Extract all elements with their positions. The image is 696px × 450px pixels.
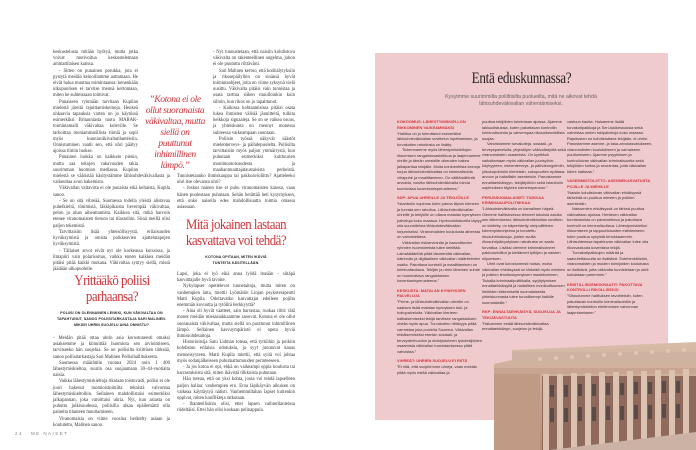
- party-answer: ”Hallitus on jo toteuttanut esimerkiksi lähisuhdeväkivallan sovittelun lopettamisen, ja turvakotien rahoitusta on lisätty.: [397, 130, 478, 147]
- paragraph: - Se on sitä vihreää, Suomessa todella yleistä alistavaa puhelkieltä, tönimistä, läkkipikaista lievempää väkivaltaa, pelon ja uhan aiheuttamista. Kaikkea sitä, mikä harvoin etenee viranomaisten tietoon tai tilastoihin. Siinä meillä olisi paljon tekemistä.: [53, 198, 170, 229]
- section-heading-kids: Mitä jokainen lastaan kasvattava voi tehdä?: [185, 217, 287, 249]
- section-body-police: [53, 336, 170, 429]
- box-column-1: [397, 119, 482, 375]
- magazine-name: ME NAISET: [30, 431, 69, 436]
- paragraph: - Nyt tunnustetaan, että naisiin kohdistuva väkivalta on rakenteellinen ongelma, johon ei ole puututtu riittävästi.: [213, 50, 295, 68]
- page-number: 24: [15, 431, 23, 436]
- party-heading: SDP: APUA UHREILLE JA TEKIJÖILLE: [397, 195, 469, 200]
- party-answer: Väkivallan riskiarviointia ja haavoittuvien ryhmien huomioimista tulee kehittää. Lainsäädäntöä pitää täsmentää väkivallan, häirinnän ja digitaalisen väkivallan määritelmien osalta. Pakottava kontrolli ja maalittaminen on kriminalisoitava. Tekijän ja uhrin läheinen suhde on huomioitava rangaistuksen koventamisperusteena.”: [397, 239, 481, 283]
- party-heading: KRISTILLISDEMOKRAATIT: PAKOTTAVA KONTROLLI RIKOLLISEKSI: [567, 281, 643, 292]
- party-answer: Tiukennamme myös lähestymiskieltojen rikkomisen rangaistusasteikkoa ja laajennamme uhrille ja tämän omaisille oikeuden hakea jalkapantaa tekijälle. Muita konkreettisia keinoja torjua lähisuhdeväkivaltaa on kriminalisoida vihapuhe ja maalittaminen. On välttämätöntä arvioida, voisiko lähisuhdeväkivalta toimia tuomioissa koventamisperusteena.”: [397, 147, 481, 191]
- box-column-3: [567, 119, 653, 315]
- party-answer: Vahvistamme turvakoteja, sosiaali- ja terveyspalveluita, järjestöjen väkivaltatyötä sekä viranomaisten osaamista. On kyettävä vaikuttamaan myös väkivallan juurisyihin: köyhyyteen, mielenterveys- ja päihdeongelmiin, ylisukupolvisiin kierteisiin, sukupuolten epätasa-arvoon ja haitallisiin asenteisiin. Panostamme ennaltaehkäisyyn, tekijätyöhön sekä Istanbulin sopimuksen täyteen toimeenpanoon.”: [482, 141, 566, 190]
- party-answer: ”Istanbulin sopimus tulee panna täysin toimeen ja turvata sen rahoitus. Lähisuhdeväkivallan uhreille ja tekijöille on oltava matalan kynnyksen palveluja koko maassa. Hyvinvointialueilla täytyy olla suunnitelma lähisuhdeväkivallan torjumiseksi. Viranomaisten koulutusta aiheesta on vahvistettava.: [397, 201, 482, 239]
- box-column-2: [482, 119, 567, 332]
- party-answer: Uhrit ovat korostuneesti naisia, mutta väkivallan ehkäisyssä on tärkeää myös miesten ja poikien ilmoituskynnyksen madaltuminen. Tiukalla kriminaalipolitiikalla, syrjäytymisen ennaltaehkäisyllä ja haitallisen monikulttuurisen ilmiöiden kitkemisellä suomalaisesta yhteiskunnasta tulee turvallisempi kaikille suomalaisille.”: [482, 261, 565, 305]
- page-footer: [15, 431, 68, 436]
- party-heading: VASEMMISTOLIITTO: ASENNEKASVATUSTA POJILLE JA MIEHILLE: [567, 178, 651, 189]
- box-subtitle: Kysyimme suurimmilta poliittisilta puolueilta, mitä ne aikovat tehdä lähisuhdeväkivallan vähentämiseksi.: [445, 94, 597, 107]
- party-answer: vastuun kautta. Haluamme lisätä turvakotipaikkoja ja Seri-tukikeskuksia sekä vahvistaa uhrien tukipalveluja koko maassa. Rajoitusten on kohdistuttava tekijään, ei uhriin. Panostamme asenne- ja tasa-arvokasvatukseen, viranomaisten koulutukseen ja varhaiseen puuttumiseen. Ajamme psyykkisen ja kontrolloivan väkivallan kriminalisointia sekä tekijöiden hoitoa ja seurantaa, jotta väkivallan kierre katkeaa.”: [567, 119, 653, 174]
- section-heading-police: Yrittääkö poliisi parhaansa?: [74, 273, 150, 305]
- section-lead-kids: KOTONA OPITAAN, MITEN IKÄVIÄ TUNTEITA KÄSITELLÄÄN.: [205, 255, 267, 266]
- party-answer: ”Lähisuhdeväkivalta on kamalinen häpeä. Olemme hallituksessa tehneet tukuisia asioita sen kitkemiseksi; lähisuhdeväkivallan sovittelu on kielletty, on käynnistetty uhripoliittinen toimenpideohjelma ja korotettu rikosuhrimaksuja, joiden avulla rikosuhripäivystyksen rahoitusta on saatu turvattua. Lisäksi olemme kriminalisoineet pakkoavioliitot ja kieltäneet tyttöjen ja naisten silpomisen.: [482, 206, 563, 261]
- party-answer: ”Perhe- ja lähisuhdeväkivallan uhreille on saatava lisää matalan kynnyksen tuki- ja hoitopalveluita. Väkivallan kierteen katkaisemiseksi tekijä tarvitsee rangaistuksen ohella myös apua. Turvakotien riittävyys pitää varmistaa joka puolella Suomea. Väkivallan ehkäisemiseksi etenkin sosiaali- ja terveydenhuollon ja sivistystoimen työntekijöiden osaamista väkivallan tunnistamisessa pitää vahvistaa.”: [397, 299, 482, 354]
- paragraph: - Ihanteellisinta olisi, ettei lapsen vaihtotilanteissa riideltäisi. Ettei hän olisi koskaan pelinappula.: [177, 402, 295, 414]
- party-heading: PERUSSUOMALAISET: TIUKKAA KRIMINAALIPOLITIIKKAA: [482, 194, 544, 205]
- party-answer: ”Haluamme estää lähisuhdeväkivaltaa ennaltaehkäisyn, suojelun ja tekijä-: [482, 320, 549, 331]
- paragraph: keskustelusta mitään hyötyä, mutta jotka voivat motivoitua keskustelemaan ammattilaisen kanssa.: [53, 50, 138, 68]
- party-answer: ”Naisiin kohdistuvan väkivallan ehkäisyssä tärkeintä on puuttua miesten ja poikien asenteisiin.: [567, 189, 642, 206]
- party-answer: puuttua tekijöiden toimintaan ajoissa. Ajamme lakiuudistuksia, kuten pakottavan kontrollin kriminalisointia ja vahvempaa rikosoikeudellista suojaa.: [482, 119, 565, 141]
- pull-quote: ”Kotona ei ole ollut suoranaista väkivaltaa, mutta siellä on puuttunut inhimillinen lämpö.”: [145, 94, 205, 171]
- paragraph: - Ja jos kotoa ei opi, ehkä on vaikeampi oppia koulusta tai harrastuksista sitä, miten ikävistä tilkkoista puhutaan.: [177, 365, 295, 377]
- section-body-kids: [177, 272, 295, 415]
- party-heading: KESKUSTA: MATALAN KYNNYKSEN PALVELUJA: [397, 287, 466, 298]
- paragraph: Poliisin työssä näkyvät säästöt mielenterveys- ja päihdepuolelta. Poliisilta tarvittaisiin myös paljon ymmärrystä, kun puhutaan esimerkiksi kulttuurien monimuotoisuudesta ja maahanmuuttajataustaisista perheistä. Tunnistetaanko ihmiskauppa tai pakkoavioliitto? Ajatteleeko uhri itse olevansa uhri?: [177, 136, 295, 186]
- paragraph: - Tällaiset arvot eivät nyt ole korkeassa kurssissa, ja ilmapiiri vain polarisoituu, vaikka ennen kaikkea meidän pitäisi pitää kaikki mukana. Väkivaltaa syntyy siellä, missä jäädään ulkopuolelle.: [53, 248, 170, 273]
- paragraph: Nykylapset opettelevat tunnetaitoja, mutta miten on vanhempien laita, miettii Lyömätön Linjan psykoterapeutti Matti Kupila. Odottavatko kasvattajat edelleen pojilta enemmän kovuutta ja tytöiltä herkkyyttä?: [177, 284, 295, 309]
- box-title: Entä eduskunnassa?: [471, 70, 572, 87]
- paragraph: - Joskus nainen itse ei puhu viranomaisten kanssa, vaan hänen puolestaan puhutaan. Sehän herättää heti kysymyksen, että onko naisella edes mahdollisuutta toimia omassa asiassaan.: [177, 186, 295, 211]
- paragraph: Hän toteaa, että on yksi kohta, jossa voi tehdä lapselleen paljon hallaa: vanhempien ero. Eroa läpikäyvän aikuisen on vaikeaa käyttäytyä nätisti. Vanhemmiltahan lapset kuitenkin oppivat, miten konflikteja ratkotaan.: [177, 377, 295, 402]
- party-heading: RKP: ENNALTAEHKÄISYÄ, SUOJELUA JA TEKIJÄVASTUUTA: [482, 309, 561, 320]
- paragraph: Historioitsija Satu Lidman toteaa, että tyttöihin ja poikiin kohdistuu erilaisia odotuksia, ja syyt juontuvat kauas menneisyyteen. Matti Kupila miettii, että syitä voi johtaa myös sodanjälkeiseen puhumattomuuden perinteeseen.: [177, 340, 295, 364]
- paragraph: Suomessa määrättiin vuonna 2024 noin 1 400 lähestymiskieltoa, suurin osa suojaamaan 30–44-vuotiaita naisia.: [53, 360, 170, 379]
- parliament-building-photo: [490, 340, 696, 450]
- paragraph: Lapsi, joka ei lyö eikä anna lyödä itseään - siitäpä kasvattajalle hyvä tavoite.: [177, 272, 295, 284]
- party-heading: KOKOOMUS: LÄHESTYMISKIELLON RIKKOMINEN VAIKEAMMAKSI: [397, 119, 466, 130]
- paragraph: Tarvittaisiin lisää yhteisöllisyyttä, erilaisuuden hyväksymistä ja omista poikkeavien ajattelutapojen hyväksymistä.: [53, 229, 170, 248]
- party-answer: ”Sitoudumme hallituksen tavoitteisiin, kuten pakottavan kontrollin kriminalisointiin ja lähestymiskiellon elektronisen valvonnan laajentamiseen.”: [567, 293, 643, 315]
- paragraph: - Kaikissa kohtaamisissa pitäisi osata lukea ihmisten välisiä jännitteitä, tulkita heikkoja signaaleja. Se on se vaikea osuus, ja yhteiskunta on mennyt monessa suhteessa vaikeampaan suuntaan.: [213, 105, 295, 136]
- paragraph: - Meidän pitää ottaa uhrin asia korostuneesti omaksi asiaksemme ja kiinnittää huomiota sen arvioimiseen, tarvitseeko hän suojelua. Se on poliisilta kriittisen tärkeää, sanoo poliisitarkastaja Sari Malinen Poliisihallituksesta.: [53, 336, 170, 360]
- paragraph: Sari Malinen kertoo, että kotihälytyksiin ja rikosepäilyihin on sinänsä hyvät toimintaohjeet, joita on viime syksynä vielä uusittu. Väkivalta pitäisi vain tunnistaa ja osata tarttua siihen muulloinkin kuin silloin, kun rikos on jo tapahtunut.: [213, 68, 296, 105]
- paragraph: Punainen luokka on kaikkein pienin, mutta saa tekojen vakavuuden takia suurimman huomion mediassa. Kupilan mielestä se vääristää käsitystämme lähisuhdeväkivallasta ja vaikeuttaa avun hakemista.: [53, 155, 170, 186]
- party-answer: Turvakotipaikkojen määrää ja saavutettavuutta on lisättävä. Sotehenkilöstön, viranomaisten ja muiden toimijoiden koulutusta on lisättävä, jotta väkivalta tunnistetaan ja uhrit kohdataan paremmin.”: [567, 250, 649, 277]
- party-heading: VIHREÄT: UHRIEN SUOJELU EI RIITÄ: [397, 358, 468, 363]
- paragraph: Väkivallan valtavirta ei ole punaista eikä keltaista, Kupila sanoo.: [53, 186, 170, 198]
- paragraph: Punaiseen ryhmään tarvitaan Kupilan mielestä järeitä rajoittamiskeinoja. Henkeä uhkaavia tapauksia varten on jo käytössä esimerkiksi Britanniasta tuotu MARAK-toimintamalli väkivaltaa koleville. Se tarkoittaa moniammatillista tiimiä ja sopii myös kunniaväkivaltatilanteisiin. Onnistuminen vaatii sen, että uhri päätyy ajoissa tiimin luokse.: [53, 99, 138, 155]
- paragraph: - Sitten on punainen porukka, jota ei pystytä meidän keinoillamme auttamaan. He eivät halua muuttaa toimintaansa: kenenkään ulkopuolisen ei tarvitse mennä kertomaan, miten he suhteissaan toimivat.: [53, 68, 138, 99]
- paragraph: Viranomaisia on viime vuosina herätelty asiaan ja koulutettu, Malinen sanoo.: [53, 416, 170, 428]
- paragraph: - Aina oli hyvät vaatteet, sain harrastaa, ruokaa riitti: tätä monet meidän miesasiakkaamme sanovat. Kotona ei ole ollut suoranaista väkivaltaa, mutta siellä on puuttunut inhimillinen lämpö. Sellainen kasvuympäristö ei opeta hyviä ihmissuhdetaitoja.: [177, 309, 295, 340]
- party-answer: Naisurmien ehkäisyssä on tärkeä puuttua väkivaltaan ajoissa. Henkisen väkivallan tunnistamista on parannettava ja pakottava kontrolli on kriminalisoitava. Lähestymiskiellon rikkomiseen ja tappouhkausten esittämiseen tulee puuttua nykyistä tehokkaammin. Lähisuhteessa tapahtuvan väkivallan tulee olla rikosvastuuta koventava tekijä.: [567, 206, 649, 250]
- section-lead-police: POLIISI ON OLENNAINEN LENKKI, KUN VÄKIVALTAA ON TAPAHTUNUT, SANOO POLIISITARKASTAJA SARI MALINEN. MIKSEI UHRIN SUOJELU AINA ONNISTU?: [56, 311, 167, 328]
- party-answer: ”Ei riitä, että suojelemme uhreja, vaan meidän pitää myös estää väkivaltaa ja: [397, 364, 478, 375]
- paragraph: Vaikka lähestymiskieltoja rikotaan toistuvasti, poliisi ei ole juuri hakenut tuomioistuimilta teknistä valvontaa lähestymiskieltoihin. Sellainen mahdollistaisi esimerkiksi jalkapannan, joka varoittaisi uhria. Nyt, kun asiasta on puhuttu julkisuudessa, poliisilla alkaa epäilemättä olla paineita tilanteen muuttamiseen.: [53, 379, 170, 416]
